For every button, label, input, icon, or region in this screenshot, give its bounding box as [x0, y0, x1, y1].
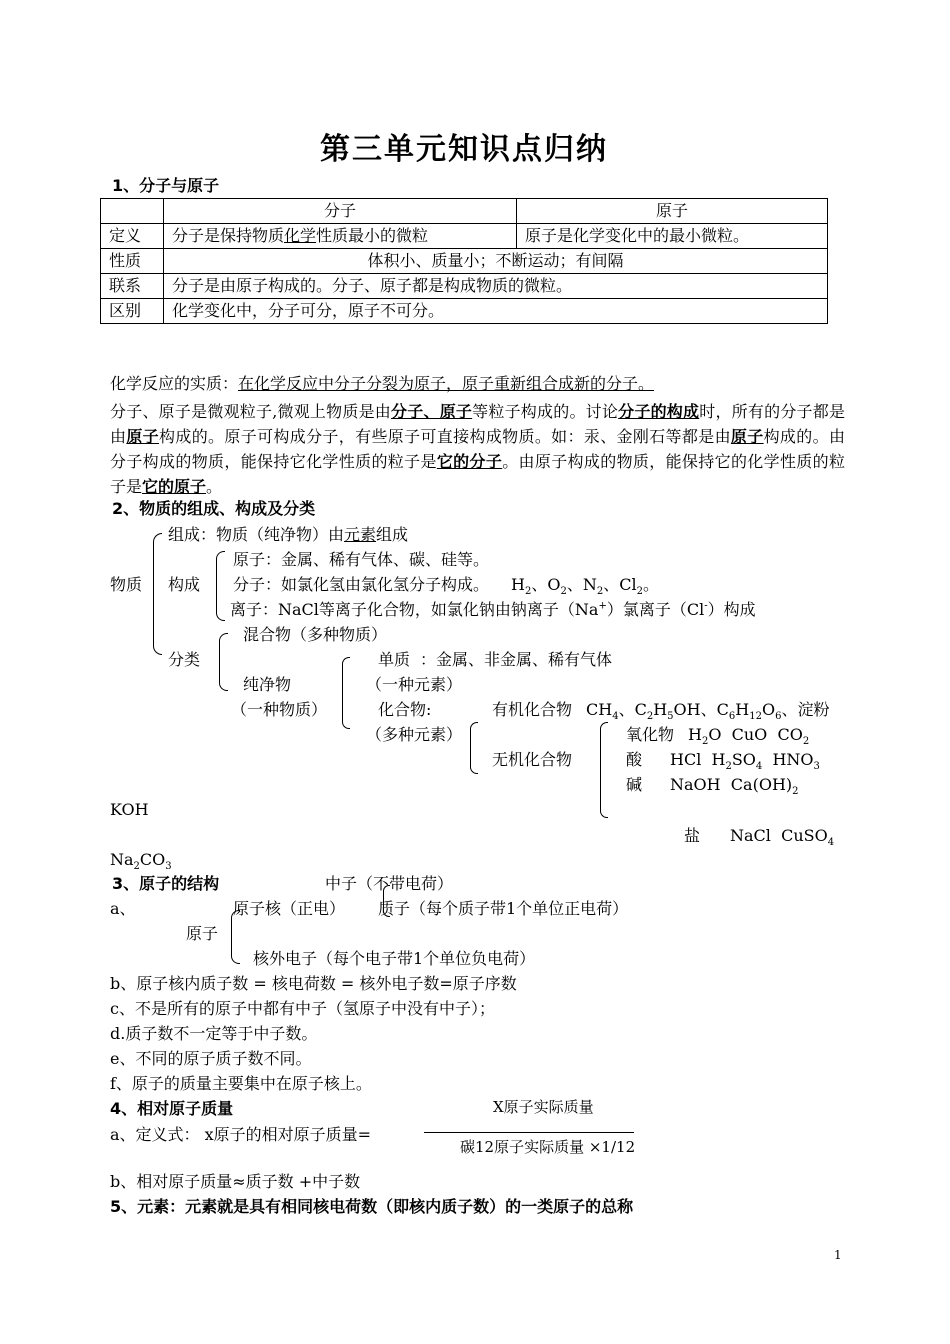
atom-brace: [231, 910, 240, 964]
acid-formulas: HCl $H_2SO_4$ $HNO_3$: [670, 750, 820, 773]
table-row: [101, 224, 828, 249]
pure-substance-brace: [342, 657, 350, 729]
definition-formula: a、定义式： x原子的相对原子质量=: [110, 1125, 372, 1144]
na2co3-formula: $Na_2CO_3$: [110, 850, 172, 873]
section-4-heading: 4、相对原子质量: [110, 1099, 234, 1118]
relation-cell: 分子是由原子构成的。分子、原子都是构成物质的微粒。: [164, 274, 828, 299]
atom-label: 原子: [186, 924, 219, 943]
molecule-constituent: 分子：如氯化氢由氯化氢分子构成。 $H_2$、$O_2$、$N_2$、$Cl_2$。: [233, 575, 659, 598]
molecule-atom-table: [100, 198, 828, 324]
base-formulas: NaOH $Ca(OH)_2$: [670, 775, 799, 798]
element-substance: 单质 ：金属、非金属、稀有气体: [378, 650, 613, 669]
atom-constituent: 原子：金属、稀有气体、碳、硅等。: [233, 550, 490, 569]
oxide-formulas: $H_2O$ CuO $CO_2$: [688, 725, 810, 748]
row-label: 性质: [101, 249, 164, 274]
ion-constituent: 离子：NaCl等离子化合物，如氯化钠由钠离子（Na+）氯离子（Cl-）构成: [230, 600, 756, 619]
table-header-row: [101, 199, 828, 224]
compound-note: （多种元素）: [366, 725, 463, 744]
classification-label: 分类: [168, 650, 201, 669]
organic-compound: 有机化合物 $CH_4$、$C_2H_5OH$、$C_6H_{12}O_6$、淀粉: [492, 700, 830, 723]
page-number: 1: [834, 1248, 842, 1262]
item-d: d.质子数不一定等于中子数。: [110, 1024, 318, 1043]
pure-substance-note: （一种物质）: [231, 700, 328, 719]
electron-label: 核外电子（每个电子带1个单位负电荷）: [253, 949, 536, 968]
row-label: 区别: [101, 299, 164, 324]
table-row: [101, 274, 828, 299]
table-header-molecule: 分子: [164, 199, 517, 224]
item-c: c、不是所有的原子中都有中子（氢原子中没有中子）；: [110, 999, 495, 1018]
item-f: f、原子的质量主要集中在原子核上。: [110, 1074, 372, 1093]
inorganic-brace: [600, 722, 608, 818]
reaction-essence: 化学反应的实质：在化学反应中分子分裂为原子，原子重新组合成新的分子。: [110, 374, 655, 393]
molecule-definition: 分子是保持物质化学性质最小的微粒: [164, 224, 517, 249]
item-a-marker: a、: [110, 899, 136, 918]
row-label: 定义: [101, 224, 164, 249]
difference-cell: 化学变化中，分子可分，原子不可分。: [164, 299, 828, 324]
property-cell: 体积小、质量小；不断运动；有间隔: [164, 249, 828, 274]
neutron-label: 中子（不带电荷）: [325, 874, 454, 893]
pure-substance-label: 纯净物: [243, 675, 292, 694]
fraction-bar: [424, 1132, 634, 1133]
section-2-heading: 2、物质的组成、构成及分类: [112, 499, 316, 518]
relative-mass-approx: b、相对原子质量≈质子数 +中子数: [110, 1172, 361, 1191]
organic-formulas: $CH_4$、$C_2H_5OH$、$C_6H_{12}O_6$、淀粉: [586, 700, 830, 723]
inorganic-compound: 无机化合物: [492, 750, 573, 769]
section-3-heading: 3、原子的结构: [112, 874, 220, 893]
composition-line: 组成：物质（纯净物）由元素组成: [168, 525, 409, 544]
table-row: [101, 299, 828, 324]
fraction-denominator: 碳12原子实际质量 ×1/12: [460, 1138, 636, 1156]
matter-brace: [153, 533, 162, 655]
molecule-formulas: $H_2$、$O_2$、$N_2$、$Cl_2$。: [511, 575, 659, 598]
row-label: 联系: [101, 274, 164, 299]
acid-line: 酸 HCl $H_2SO_4$ $HNO_3$: [626, 750, 820, 773]
section-5-heading: 5、元素：元素就是具有相同核电荷数（即核内质子数）的一类原子的总称: [110, 1197, 634, 1216]
compound-brace: [470, 722, 478, 774]
table-row: [101, 249, 828, 274]
element-substance-note: （一种元素）: [366, 675, 463, 694]
classification-brace: [219, 633, 228, 691]
structure-label: 构成: [168, 575, 201, 594]
page-title: 第三单元知识点归纳: [320, 132, 608, 167]
koh-formula: KOH: [110, 800, 149, 819]
item-e: e、不同的原子质子数不同。: [110, 1049, 312, 1068]
nucleus-label: 原子核（正电）: [233, 899, 346, 918]
salt-formulas: NaCl CuSO$_4$: [730, 826, 835, 849]
table-corner-cell: [101, 199, 164, 224]
table-header-atom: 原子: [517, 199, 828, 224]
micro-particles-paragraph: 分子、原子是微观粒子,微观上物质是由分子、原子等粒子构成的。讨论分子的构成时，所有的分子都是由原子构成的。原子可构成分子，有些原子可直接构成物质。如：汞、金刚石等都是由原子构成的。由分子构成的物质，能保持它化学性质的粒子是它的分子。由原子构成的物质，能保持它的化学性质的粒子是它的原子。: [110, 402, 845, 496]
compound-label: 化合物:: [378, 700, 432, 719]
item-b: b、原子核内质子数 = 核电荷数 = 核外电子数=原子序数: [110, 974, 517, 993]
mixture-label: 混合物（多种物质）: [243, 625, 388, 644]
base-line: 碱 NaOH $Ca(OH)_2$: [626, 775, 799, 798]
structure-brace: [216, 551, 225, 621]
atom-definition: 原子是化学变化中的最小微粒。: [517, 224, 828, 249]
oxide-line: 氧化物 $H_2O$ CuO $CO_2$: [626, 725, 810, 748]
salt-line: 盐 NaCl CuSO$_4$: [684, 826, 835, 849]
fraction-numerator: X原子实际质量: [493, 1098, 594, 1116]
section-1-heading: 1、分子与原子: [112, 176, 220, 195]
proton-label: 质子（每个质子带1个单位正电荷）: [378, 899, 629, 918]
matter-label: 物质: [110, 575, 143, 594]
